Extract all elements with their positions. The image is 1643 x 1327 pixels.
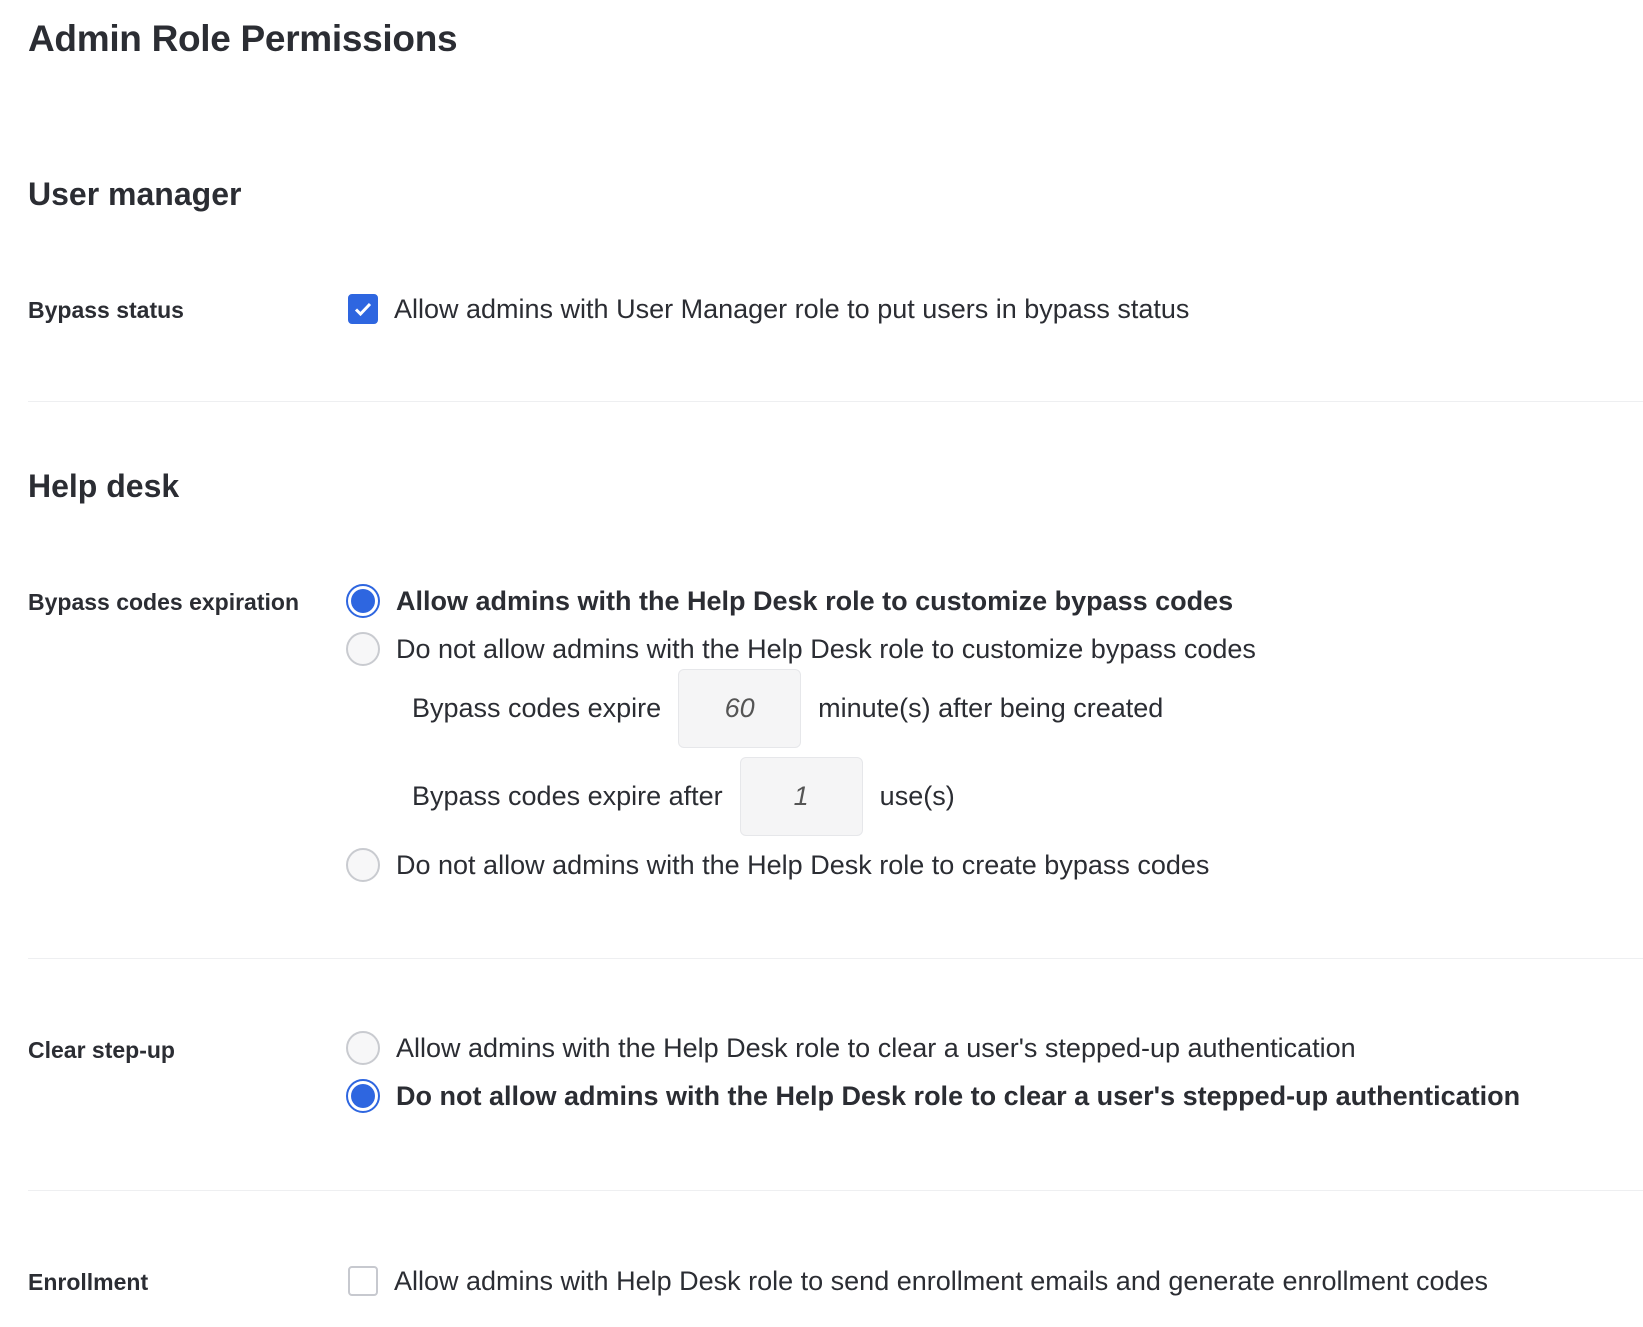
enrollment-checkbox[interactable] [348,1266,378,1296]
divider [28,401,1643,402]
enrollment-label: Enrollment [28,1269,149,1295]
expire-minutes-row [412,668,1163,748]
section-heading-user-manager: User manager [28,176,242,212]
enrollment-checkbox-row[interactable] [348,1259,1488,1303]
radio-button[interactable] [346,632,380,666]
bypass-codes-expiration-label: Bypass codes expiration [28,589,299,615]
bypass-status-checkbox-label: Allow admins with User Manager role to put users in bypass status [394,293,1190,324]
radio-label: Allow admins with the Help Desk role to clear a user's stepped-up authentication [396,1032,1356,1063]
radio-option-disallow-customize[interactable] [346,627,1256,671]
radio-button[interactable] [346,1031,380,1065]
radio-label: Do not allow admins with the Help Desk role to customize bypass codes [396,633,1256,664]
radio-option-allow-customize[interactable] [346,579,1233,623]
checkmark-icon [353,299,373,319]
section-heading-help-desk: Help desk [28,468,180,504]
expire-uses-input[interactable]: 1 [740,757,863,836]
divider [28,1190,1643,1191]
expire-uses-prefix: Bypass codes expire after [412,780,723,811]
divider [28,958,1643,959]
radio-label: Allow admins with the Help Desk role to customize bypass codes [396,585,1234,616]
expire-uses-row [412,756,955,836]
bypass-status-checkbox[interactable] [348,294,378,324]
expire-minutes-input[interactable]: 60 [678,669,801,748]
expire-minutes-suffix: minute(s) after being created [818,692,1164,723]
radio-option-disallow-create[interactable] [346,843,1209,887]
radio-option-allow-clear-step-up[interactable] [346,1026,1356,1070]
expire-minutes-prefix: Bypass codes expire [412,692,662,723]
radio-option-disallow-clear-step-up[interactable] [346,1074,1520,1118]
expire-uses-suffix: use(s) [879,780,955,811]
radio-button[interactable] [346,848,380,882]
radio-button[interactable] [346,1079,380,1113]
enrollment-checkbox-label: Allow admins with Help Desk role to send enrollment emails and generate enrollment codes [394,1265,1489,1296]
bypass-status-checkbox-row[interactable] [348,287,1189,331]
radio-label: Do not allow admins with the Help Desk role to create bypass codes [396,849,1210,880]
clear-step-up-label: Clear step-up [28,1037,175,1063]
bypass-status-label: Bypass status [28,297,184,323]
radio-button[interactable] [346,584,380,618]
radio-label: Do not allow admins with the Help Desk role to clear a user's stepped-up authentication [396,1080,1521,1111]
page-title: Admin Role Permissions [28,18,458,59]
